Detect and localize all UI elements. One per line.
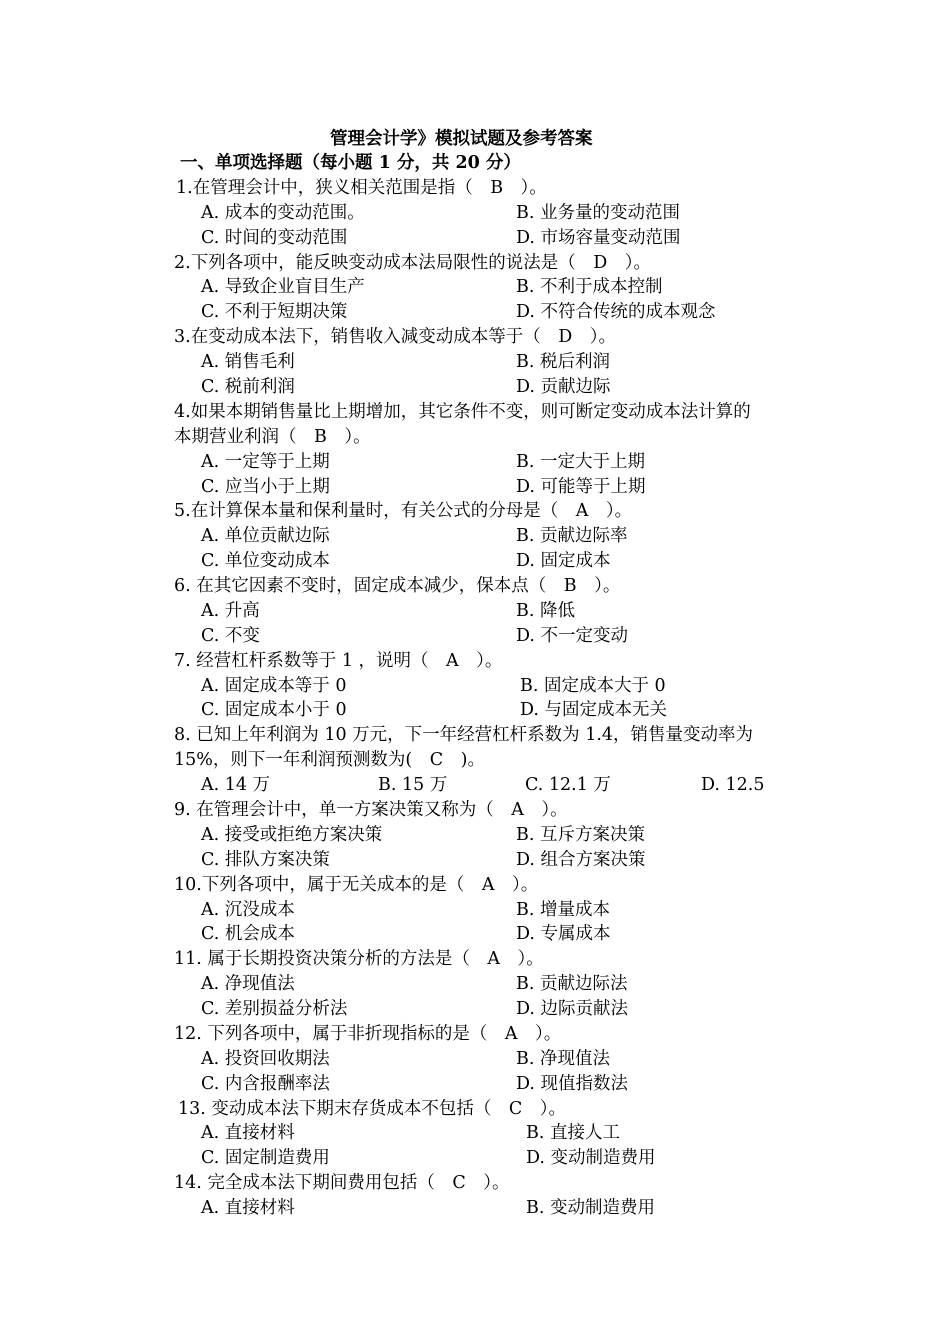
option-a: A. 固定成本等于 0 [201, 676, 347, 696]
option-a: A. 直接材料 [201, 1198, 295, 1218]
option-d: D. 可能等于上期 [516, 477, 646, 497]
question-stem: 8. 已知上年利润为 10 万元，下一年经营杠杆系数为 1.4，销售量变动率为 [174, 725, 754, 745]
option-d: D. 不符合传统的成本观念 [516, 302, 716, 322]
option-c: C. 机会成本 [201, 924, 295, 944]
option-c: C. 单位变动成本 [201, 551, 330, 571]
option-c: C. 固定制造费用 [201, 1148, 330, 1168]
option-b: B. 业务量的变动范围 [516, 203, 680, 223]
question-stem: 5.在计算保本量和保利量时，有关公式的分母是（ A ）。 [174, 501, 633, 521]
option-a: A. 单位贡献边际 [201, 526, 330, 546]
option-d: D. 专属成本 [516, 924, 611, 944]
question-stem: 12. 下列各项中，属于非折现指标的是（ A ）。 [174, 1024, 562, 1044]
option-d: D. 变动制造费用 [526, 1148, 656, 1168]
question-stem: 3.在变动成本法下，销售收入减变动成本等于（ D ）。 [174, 327, 616, 347]
option-a: A. 导致企业盲目生产 [201, 277, 365, 297]
question-stem: 1.在管理会计中，狭义相关范围是指（ B ）。 [176, 178, 547, 198]
option-a: A. 升高 [201, 601, 260, 621]
option-d: D. 市场容量变动范围 [516, 228, 681, 248]
option-d: D. 与固定成本无关 [520, 700, 668, 720]
option-b: B. 降低 [516, 601, 575, 621]
option-c: C. 不利于短期决策 [201, 302, 348, 322]
question-stem-continued: 本期营业利润（ B ）。 [174, 427, 371, 447]
question-stem: 9. 在管理会计中，单一方案决策又称为（ A ）。 [174, 800, 568, 820]
option-a: A. 14 万 [201, 775, 271, 795]
option-b: B. 一定大于上期 [516, 452, 645, 472]
question-stem: 7. 经营杠杆系数等于 1 ，说明（ A ）。 [174, 651, 503, 671]
option-c: C. 12.1 万 [525, 775, 611, 795]
option-b: B. 净现值法 [516, 1049, 610, 1069]
option-c: C. 税前利润 [201, 377, 295, 397]
option-c: C. 时间的变动范围 [201, 228, 348, 248]
option-a: A. 沉没成本 [201, 900, 295, 920]
option-b: B. 15 万 [378, 775, 448, 795]
option-a: A. 销售毛利 [201, 352, 295, 372]
question-stem: 6. 在其它因素不变时，固定成本减少，保本点（ B ）。 [174, 576, 621, 596]
option-d: D. 不一定变动 [516, 626, 629, 646]
question-stem-continued: 15%，则下一年利润预测数为( C )。 [174, 750, 485, 770]
question-stem: 10.下列各项中，属于无关成本的是（ A ）。 [174, 875, 539, 895]
option-c: C. 内含报酬率法 [201, 1074, 330, 1094]
option-c: C. 应当小于上期 [201, 477, 330, 497]
option-b: B. 税后利润 [516, 352, 610, 372]
option-b: B. 直接人工 [526, 1123, 620, 1143]
option-d: D. 现值指数法 [516, 1074, 629, 1094]
option-b: B. 贡献边际率 [516, 526, 628, 546]
option-d: D. 边际贡献法 [516, 999, 629, 1019]
option-a: A. 成本的变动范围。 [201, 203, 365, 223]
option-b: B. 增量成本 [516, 900, 610, 920]
option-b: B. 变动制造费用 [526, 1198, 655, 1218]
section-heading: 一、单项选择题（每小题 1 分，共 20 分） [180, 153, 521, 173]
question-stem: 2.下列各项中，能反映变动成本法局限性的说法是（ D ）。 [174, 253, 651, 273]
option-b: B. 互斥方案决策 [516, 825, 645, 845]
option-a: A. 直接材料 [201, 1123, 295, 1143]
question-stem: 4.如果本期销售量比上期增加，其它条件不变，则可断定变动成本法计算的 [174, 402, 751, 422]
option-c: C. 差别损益分析法 [201, 999, 348, 1019]
option-c: C. 不变 [201, 626, 260, 646]
question-stem: 11. 属于长期投资决策分析的方法是（ A ）。 [174, 949, 544, 969]
question-stem: 13. 变动成本法下期末存货成本不包括（ C ）。 [178, 1099, 567, 1119]
option-a: A. 一定等于上期 [201, 452, 330, 472]
option-a: A. 投资回收期法 [201, 1049, 330, 1069]
option-b: B. 不利于成本控制 [516, 277, 663, 297]
option-a: A. 净现值法 [201, 974, 295, 994]
option-c: C. 排队方案决策 [201, 850, 330, 870]
option-b: B. 贡献边际法 [516, 974, 628, 994]
option-d: D. 组合方案决策 [516, 850, 646, 870]
option-a: A. 接受或拒绝方案决策 [201, 825, 383, 845]
question-stem: 14. 完全成本法下期间费用包括（ C ）。 [174, 1173, 510, 1193]
option-c: C. 固定成本小于 0 [201, 700, 347, 720]
option-b: B. 固定成本大于 0 [520, 676, 666, 696]
option-d: D. 贡献边际 [516, 377, 611, 397]
option-d: D. 12.5 [701, 775, 765, 795]
document-title: 管理会计学》模拟试题及参考答案 [330, 129, 593, 149]
option-d: D. 固定成本 [516, 551, 611, 571]
